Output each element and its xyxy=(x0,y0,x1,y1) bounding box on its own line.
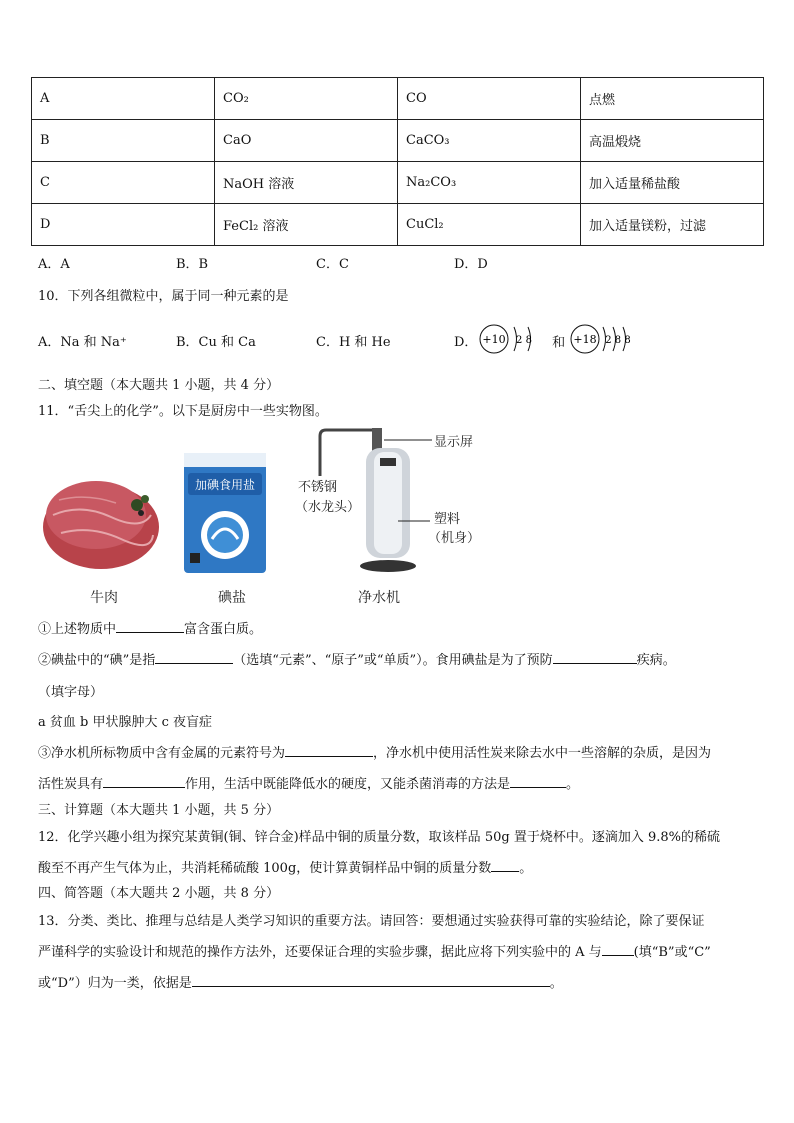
atom-structure-neon xyxy=(478,323,548,359)
table-cell: CaO xyxy=(215,120,398,162)
leader-line xyxy=(384,438,434,442)
choice-d[interactable]: D．D xyxy=(454,257,488,272)
text: 酸至不再产生气体为止，共消耗稀硫酸 100g，使计算黄铜样品中铜的质量分数 xyxy=(38,861,492,876)
leader-line xyxy=(398,519,432,523)
salt-pack-label: 加碘食用盐 xyxy=(194,478,256,492)
text: （选填“元素”、“原子”或“单质”）。食用碘盐是为了预防 xyxy=(233,653,553,668)
choice-a[interactable]: A．A xyxy=(38,257,70,272)
shell-electrons: 2 8 8 xyxy=(605,335,632,346)
nucleus-label: +18 xyxy=(573,333,597,346)
table-cell: 加入适量镁粉，过滤 xyxy=(581,204,764,246)
choice-b[interactable]: B．Cu 和 Ca xyxy=(176,335,256,350)
atom-diagrams xyxy=(478,323,641,359)
choice-c[interactable]: C．C xyxy=(316,257,349,272)
text: (填“B”或“C” xyxy=(633,945,711,960)
choice-d[interactable]: D． xyxy=(454,335,478,350)
q12-line1: 12．化学兴趣小组为探究某黄铜(铜、锌合金)样品中铜的质量分数，取该样品 50g 置于烧杯中。逐滴加入 9.8%的稀硫 xyxy=(38,830,720,845)
table-cell: CO xyxy=(398,78,581,120)
q11-part3-cont xyxy=(38,773,579,792)
answer-blank[interactable] xyxy=(192,974,550,987)
q11-part1 xyxy=(38,618,262,637)
section-heading: 四、简答题（本大题共 2 小题，共 8 分） xyxy=(38,886,280,901)
answer-blank[interactable] xyxy=(285,744,373,757)
q13-line3 xyxy=(38,972,563,991)
table-row xyxy=(32,78,764,120)
table-cell: C xyxy=(32,162,215,204)
q13-line2 xyxy=(38,941,711,960)
label-plastic: 塑料 xyxy=(434,512,461,527)
iodized-salt-image xyxy=(180,449,270,577)
q11-stem: 11．“舌尖上的化学”。以下是厨房中一些实物图。 xyxy=(38,404,328,419)
text: 活性炭具有 xyxy=(38,777,104,792)
q11-part2 xyxy=(38,649,676,668)
text: 。 xyxy=(549,976,563,991)
label-stainless-steel: 不锈钢 xyxy=(298,480,338,495)
atom-structure-icon xyxy=(569,323,641,355)
text: 或“D”）归为一类，依据是 xyxy=(38,976,192,991)
section-heading: 三、计算题（本大题共 1 小题，共 5 分） xyxy=(38,803,280,818)
table-cell: 高温煅烧 xyxy=(581,120,764,162)
answer-blank[interactable] xyxy=(510,775,566,788)
text: ②碘盐中的“碘”是指 xyxy=(38,653,156,668)
caption-purifier: 净水机 xyxy=(358,590,400,606)
text: 。 xyxy=(566,777,580,792)
table-cell: D xyxy=(32,204,215,246)
shell-electrons: 2 8 xyxy=(516,335,532,346)
table-row xyxy=(32,120,764,162)
section-heading: 二、填空题（本大题共 1 小题，共 4 分） xyxy=(38,378,280,393)
and-label: 和 xyxy=(552,335,566,351)
text: ，净水机中使用活性炭来除去水中一些溶解的杂质，是因为 xyxy=(373,746,712,761)
choice-b[interactable]: B．B xyxy=(176,257,209,272)
q9-choices xyxy=(38,253,488,272)
table-cell: 点燃 xyxy=(581,78,764,120)
table-cell: A xyxy=(32,78,215,120)
q11-part3 xyxy=(38,742,711,761)
table-cell: CuCl₂ xyxy=(398,204,581,246)
caption-beef: 牛肉 xyxy=(90,590,118,606)
choice-c[interactable]: C．H 和 He xyxy=(316,335,391,350)
table-cell: CaCO₃ xyxy=(398,120,581,162)
answer-blank[interactable] xyxy=(491,859,519,872)
table-cell: 加入适量稀盐酸 xyxy=(581,162,764,204)
table-row xyxy=(32,162,764,204)
atom-structure-argon xyxy=(569,323,641,359)
answer-blank[interactable] xyxy=(553,651,637,664)
q12-line2 xyxy=(38,857,532,876)
text: 富含蛋白质。 xyxy=(184,622,263,637)
choice-a[interactable]: A．Na 和 Na⁺ xyxy=(38,335,127,350)
q11-part2-note: （填字母） xyxy=(38,685,104,700)
answer-blank[interactable] xyxy=(103,775,185,788)
beef-image xyxy=(41,455,161,575)
table-cell: B xyxy=(32,120,215,162)
text: 。 xyxy=(519,861,533,876)
answer-blank[interactable] xyxy=(116,620,184,633)
label-display-screen: 显示屏 xyxy=(434,435,474,450)
q13-line1: 13．分类、类比、推理与总结是人类学习知识的重要方法。请回答：要想通过实验获得可靠的实验结论，除了要保证 xyxy=(38,914,705,929)
q10-stem: 10．下列各组微粒中，属于同一种元素的是 xyxy=(38,289,289,304)
options-table xyxy=(31,77,764,246)
text: 严谨科学的实验设计和规范的操作方法外，还要保证合理的实验步骤，据此应将下列实验中的 A 与 xyxy=(38,945,602,960)
atom-structure-icon xyxy=(478,323,548,355)
text: 作用，生活中既能降低水的硬度，又能杀菌消毒的方法是 xyxy=(185,777,511,792)
table-cell: NaOH 溶液 xyxy=(215,162,398,204)
answer-blank[interactable] xyxy=(602,943,634,956)
caption-salt: 碘盐 xyxy=(218,590,246,606)
nucleus-label: +10 xyxy=(482,333,506,346)
q10-choices xyxy=(38,331,477,350)
q11-part2-options: a 贫血 b 甲状腺肿大 c 夜盲症 xyxy=(38,715,213,730)
table-cell: FeCl₂ 溶液 xyxy=(215,204,398,246)
table-cell: CO₂ xyxy=(215,78,398,120)
text: 疾病。 xyxy=(636,653,676,668)
text: ①上述物质中 xyxy=(38,622,117,637)
table-row xyxy=(32,204,764,246)
label-body: （机身） xyxy=(428,531,481,546)
text: ③净水机所标物质中含有金属的元素符号为 xyxy=(38,746,286,761)
table-cell: Na₂CO₃ xyxy=(398,162,581,204)
label-faucet: （水龙头） xyxy=(295,500,361,515)
answer-blank[interactable] xyxy=(155,651,233,664)
